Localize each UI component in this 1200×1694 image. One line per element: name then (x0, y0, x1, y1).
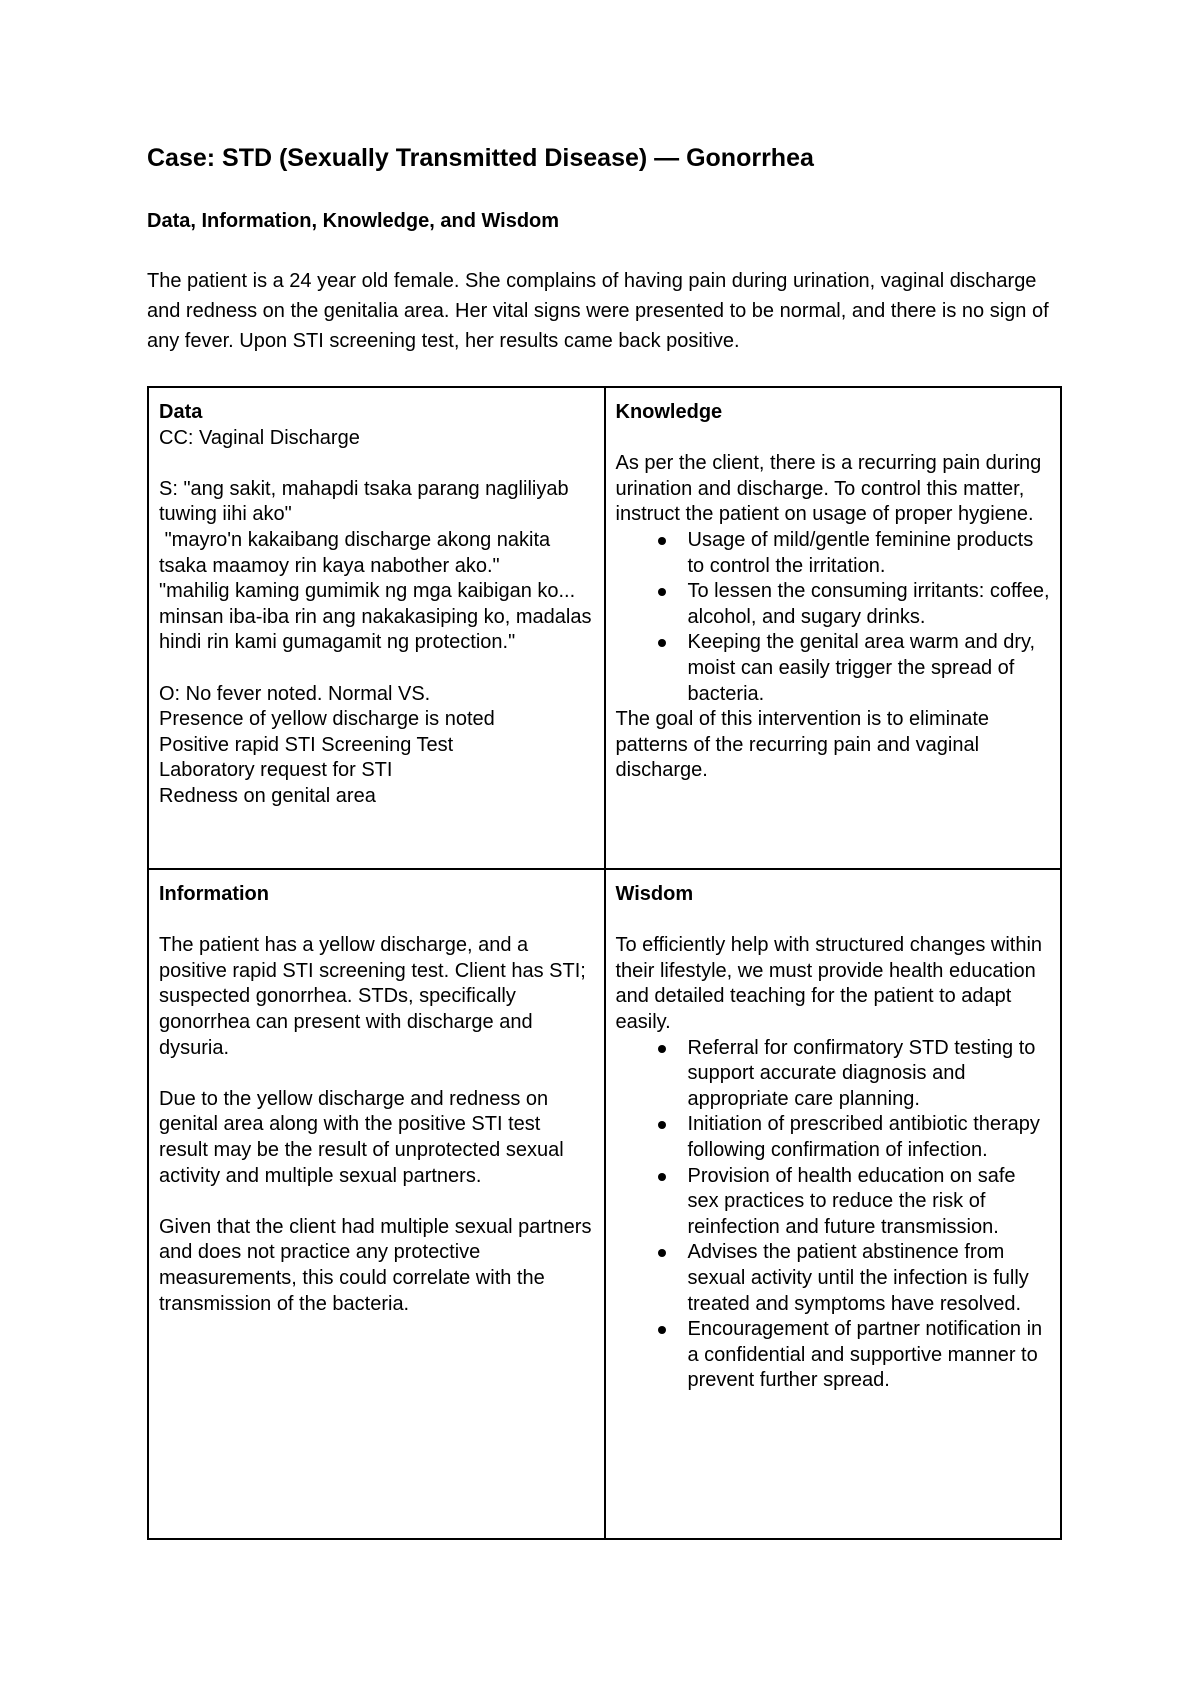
spacer (616, 426, 1051, 452)
document-subtitle: Data, Information, Knowledge, and Wisdom (147, 210, 560, 232)
spacer (159, 656, 594, 682)
spacer (159, 1061, 594, 1087)
list-item: Keeping the genital area warm and dry, moist can easily trigger the spread of bacteria. (688, 630, 1051, 707)
document-title: Case: STD (Sexually Transmitted Disease) — Gonorrhea (147, 144, 814, 172)
knowledge-cell (605, 387, 1062, 869)
knowledge-heading: Knowledge (615, 401, 723, 423)
list-item: To lessen the consuming irritants: coffee, alcohol, and sugary drinks. (688, 579, 1051, 630)
dikw-table (147, 386, 1062, 1540)
subjective-quote-3: "mahilig kaming gumimik ng mga kaibigan ko... minsan iba-iba rin ang nakakasiping ko, madalas hindi rin kami gumagamit ng protection." (159, 580, 592, 654)
wisdom-paragraph-1: To efficiently help with structured changes within their lifestyle, we must provide health education and detailed teaching for the patient to adapt easily. (615, 934, 1043, 1033)
spacer (159, 908, 594, 934)
knowledge-paragraph-1: As per the client, there is a recurring pain during urination and discharge. To control this matter, instruct the patient on usage of proper hygiene. (615, 452, 1042, 526)
table-row (148, 869, 1061, 1539)
wisdom-bullet-list (616, 1036, 1051, 1394)
list-item: Referral for confirmatory STD testing to support accurate diagnosis and appropriate care planning. (688, 1036, 1051, 1113)
wisdom-cell (605, 869, 1062, 1539)
table-row (148, 387, 1061, 869)
wisdom-heading: Wisdom (615, 883, 694, 905)
objective-line-5: Redness on genital area (159, 784, 376, 807)
information-paragraph-2: Due to the yellow discharge and redness on genital area along with the positive STI test result may be the result of unprotected sexual activity and multiple sexual partners. (159, 1087, 564, 1187)
list-item: Advises the patient abstinence from sexual activity until the infection is fully treated and symptoms have resolved. (688, 1240, 1051, 1317)
data-cell (148, 387, 605, 869)
objective-line-2: Presence of yellow discharge is noted (159, 708, 495, 731)
information-cell (148, 869, 605, 1539)
spacer (159, 1189, 594, 1215)
subjective-quote-1: S: "ang sakit, mahapdi tsaka parang nagliliyab tuwing iihi ako" (159, 477, 569, 526)
spacer (616, 908, 1051, 934)
list-item: Encouragement of partner notification in a confidential and supportive manner to prevent further spread. (688, 1317, 1051, 1394)
subjective-quote-2: "mayro'n kakaibang discharge akong nakita tsaka maamoy rin kaya nabother ako." (159, 528, 556, 577)
knowledge-paragraph-2: The goal of this intervention is to eliminate patterns of the recurring pain and vaginal discharge. (615, 708, 990, 782)
information-paragraph-3: Given that the client had multiple sexual partners and does not practice any protective measurements, this could correlate with the transmission of the bacteria. (159, 1215, 592, 1315)
objective-line-1: O: No fever noted. Normal VS. (159, 682, 431, 705)
list-item: Usage of mild/gentle feminine products to control the irritation. (688, 528, 1051, 579)
data-heading: Data (159, 401, 203, 423)
information-heading: Information (159, 883, 269, 905)
chief-complaint: CC: Vaginal Discharge (159, 426, 360, 449)
objective-line-4: Laboratory request for STI (159, 759, 393, 782)
list-item: Initiation of prescribed antibiotic therapy following confirmation of infection. (688, 1112, 1051, 1163)
objective-line-3: Positive rapid STI Screening Test (159, 733, 454, 756)
case-intro-paragraph: The patient is a 24 year old female. She complains of having pain during urination, vaginal discharge and redness on the genitalia area. Her vital signs were presented to be normal, and there is no sign of any fever. Upon STI screening test, her results came back positive. (147, 270, 1049, 352)
spacer (159, 451, 594, 477)
information-paragraph-1: The patient has a yellow discharge, and a positive rapid STI screening test. Client has STI; suspected gonorrhea. STDs, specifically gonorrhea can present with discharge and dysuria. (159, 934, 586, 1059)
list-item: Provision of health education on safe sex practices to reduce the risk of reinfection and future transmission. (688, 1164, 1051, 1241)
knowledge-bullet-list (616, 528, 1051, 707)
